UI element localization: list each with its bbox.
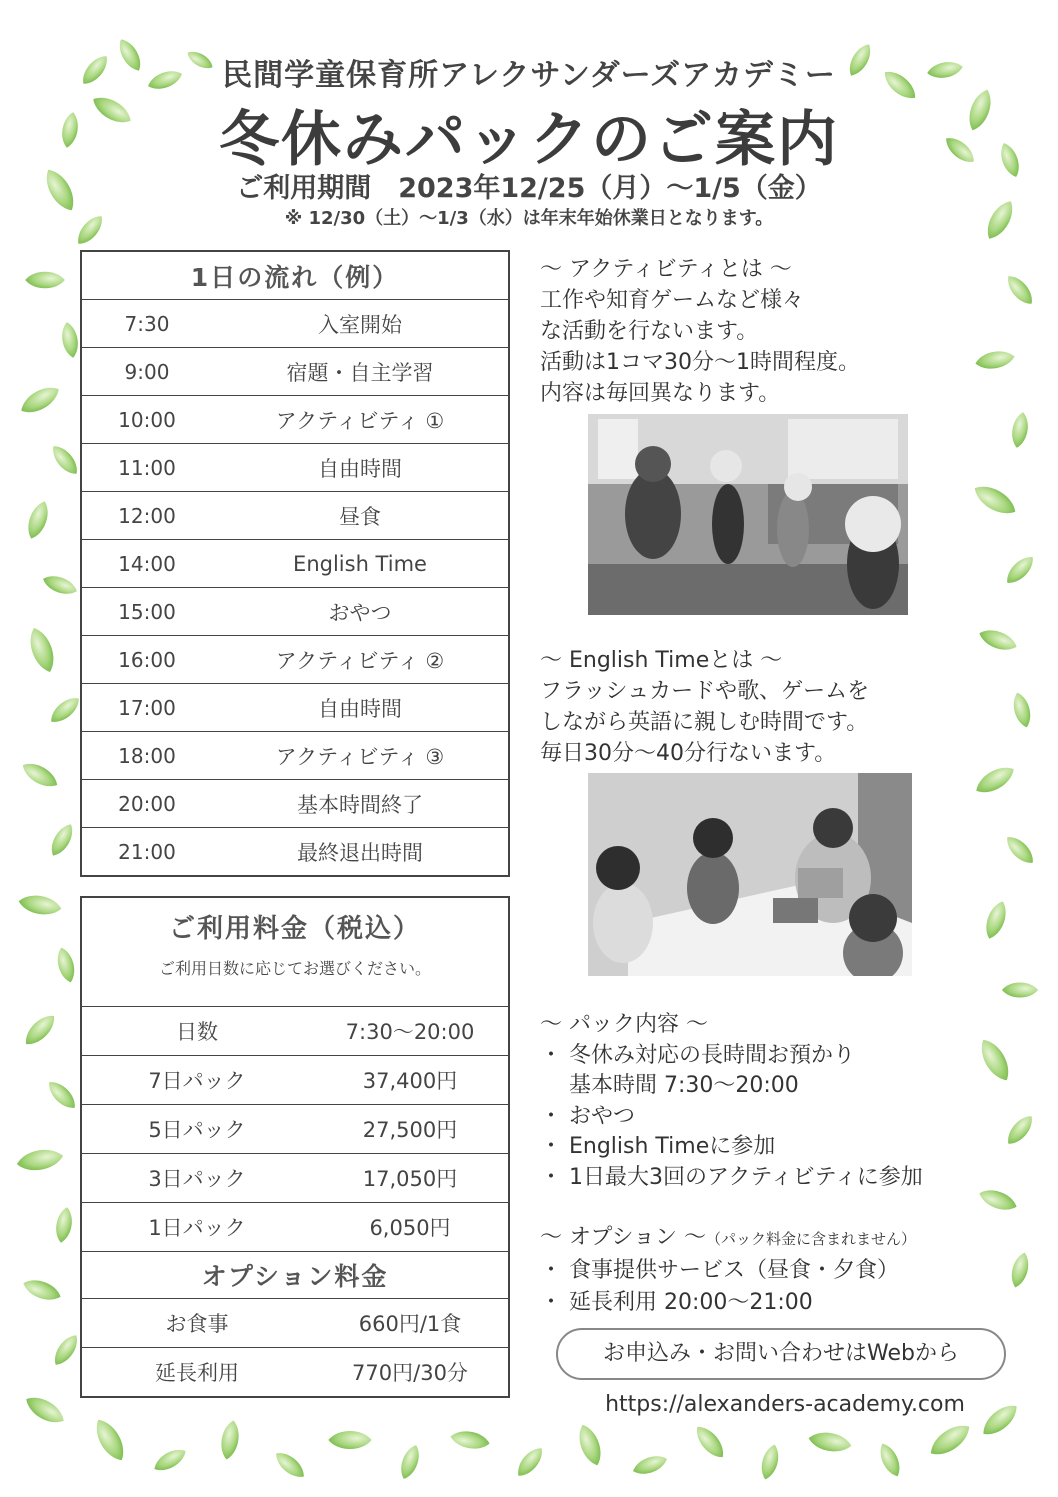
table-row xyxy=(81,780,509,828)
schedule-event: アクティビティ ② xyxy=(212,636,509,684)
table-row xyxy=(81,396,509,444)
schedule-time: 10:00 xyxy=(81,396,212,444)
schedule-time: 14:00 xyxy=(81,540,212,588)
pack-line: 基本時間 7:30～20:00 xyxy=(540,1073,799,1098)
schedule-time: 12:00 xyxy=(81,492,212,540)
schedule-time: 15:00 xyxy=(81,588,212,636)
schedule-time: 11:00 xyxy=(81,444,212,492)
table-row xyxy=(81,1154,509,1203)
pack-price: 27,500円 xyxy=(312,1105,509,1154)
table-header-row xyxy=(81,1007,509,1056)
pack-price: 17,050円 xyxy=(312,1154,509,1203)
contact-button[interactable]: お申込み・お問い合わせはWebから xyxy=(556,1328,1006,1380)
pack-line: ・ 1日最大3回のアクティビティに参加 xyxy=(540,1164,923,1190)
schedule-event: 最終退出時間 xyxy=(297,840,423,865)
schedule-time: 21:00 xyxy=(118,839,176,864)
schedule-time: 17:00 xyxy=(81,684,212,732)
table-row xyxy=(81,1299,509,1348)
pack-section xyxy=(540,1010,923,1193)
table-row xyxy=(81,540,509,588)
table-row xyxy=(81,684,509,732)
pack-label: 5日パック xyxy=(81,1105,312,1154)
activity-line: 工作や知育ゲームなど様々 xyxy=(540,288,805,313)
table-row xyxy=(81,1203,509,1252)
table-row xyxy=(81,1056,509,1105)
schedule-event: 入室開始 xyxy=(212,300,509,348)
fees-title: ご利用料金（税込） xyxy=(168,913,421,944)
table-row xyxy=(81,732,509,780)
org-name: 民間学童保育所アレクサンダーズアカデミー xyxy=(222,58,836,93)
usage-period: ご利用期間 2023年12/25（月）～1/5（金） xyxy=(236,173,822,204)
option-line: ・ 食事提供サービス（昼食・夕食） xyxy=(540,1258,899,1283)
pack-line: ・ English Timeに参加 xyxy=(540,1134,776,1159)
fees-note: ご利用日数に応じてお選びください。 xyxy=(81,954,509,1007)
option-price: 770円/30分 xyxy=(352,1361,468,1385)
table-row xyxy=(81,492,509,540)
schedule-event: おやつ xyxy=(212,588,509,636)
activity-section xyxy=(540,254,860,409)
schedule-event: アクティビティ ③ xyxy=(212,732,509,780)
pack-line: ・ 冬休み対応の長時間お預かり xyxy=(540,1042,855,1068)
table-row xyxy=(81,300,509,348)
table-row xyxy=(81,1105,509,1154)
table-row xyxy=(81,1348,509,1398)
activity-line: 内容は毎回異なります。 xyxy=(540,381,781,406)
option-heading-note: （パック料金に含まれません） xyxy=(706,1230,917,1248)
schedule-event: English Time xyxy=(212,540,509,588)
schedule-time: 20:00 xyxy=(81,780,212,828)
schedule-time: 18:00 xyxy=(81,732,212,780)
english-line: 毎日30分～40分行ないます。 xyxy=(540,741,837,766)
schedule-event: 自由時間 xyxy=(212,444,509,492)
option-line: ・ 延長利用 20:00～21:00 xyxy=(540,1290,813,1315)
pack-label: 1日パック xyxy=(81,1203,312,1252)
page-title: 冬休みパックのご案内 xyxy=(219,105,839,175)
fees-col-hours: 7:30～20:00 xyxy=(312,1007,509,1056)
table-row xyxy=(81,444,509,492)
activity-line: 活動は1コマ30分～1時間程度。 xyxy=(540,350,860,375)
schedule-title: 1日の流れ（例） xyxy=(81,251,509,300)
table-row xyxy=(81,348,509,396)
option-price: 660円/1食 xyxy=(312,1299,509,1348)
schedule-event: 基本時間終了 xyxy=(212,780,509,828)
schedule-event: 自由時間 xyxy=(212,684,509,732)
table-row xyxy=(81,588,509,636)
option-fees-title: オプション料金 xyxy=(81,1252,509,1299)
option-section xyxy=(540,1222,916,1319)
fees-col-days: 日数 xyxy=(81,1007,312,1056)
activity-photo xyxy=(588,414,908,615)
fees-table xyxy=(80,896,510,1398)
holiday-notice: ※ 12/30（土）～1/3（水）は年末年始休業日となります。 xyxy=(284,208,774,229)
english-heading: ～ English Timeとは ～ xyxy=(540,648,783,673)
option-heading: ～ オプション ～ xyxy=(540,1225,707,1250)
option-label: 延長利用 xyxy=(155,1361,239,1385)
english-line: しながら英語に親しむ時間です。 xyxy=(540,710,869,735)
english-line: フラッシュカードや歌、ゲームを xyxy=(540,679,870,704)
pack-heading: ～ パック内容 ～ xyxy=(540,1012,708,1037)
pack-price: 37,400円 xyxy=(312,1056,509,1105)
pack-price: 6,050円 xyxy=(312,1203,509,1252)
table-row xyxy=(81,636,509,684)
activity-line: な活動を行ないます。 xyxy=(540,319,759,344)
table-row xyxy=(81,828,509,877)
schedule-time: 7:30 xyxy=(81,300,212,348)
english-time-photo xyxy=(588,773,912,976)
english-section xyxy=(540,645,869,769)
pack-label: 3日パック xyxy=(81,1154,312,1203)
schedule-time: 9:00 xyxy=(81,348,212,396)
schedule-event: アクティビティ ① xyxy=(212,396,509,444)
option-label: お食事 xyxy=(81,1299,312,1348)
pack-label: 7日パック xyxy=(81,1056,312,1105)
schedule-event: 昼食 xyxy=(212,492,509,540)
pack-line: ・ おやつ xyxy=(540,1103,635,1129)
schedule-event: 宿題・自主学習 xyxy=(212,348,509,396)
daily-schedule-table xyxy=(80,250,510,877)
schedule-time: 16:00 xyxy=(81,636,212,684)
website-url[interactable]: https://alexanders-academy.com xyxy=(605,1392,965,1417)
activity-heading: ～ アクティビティとは ～ xyxy=(540,257,792,282)
